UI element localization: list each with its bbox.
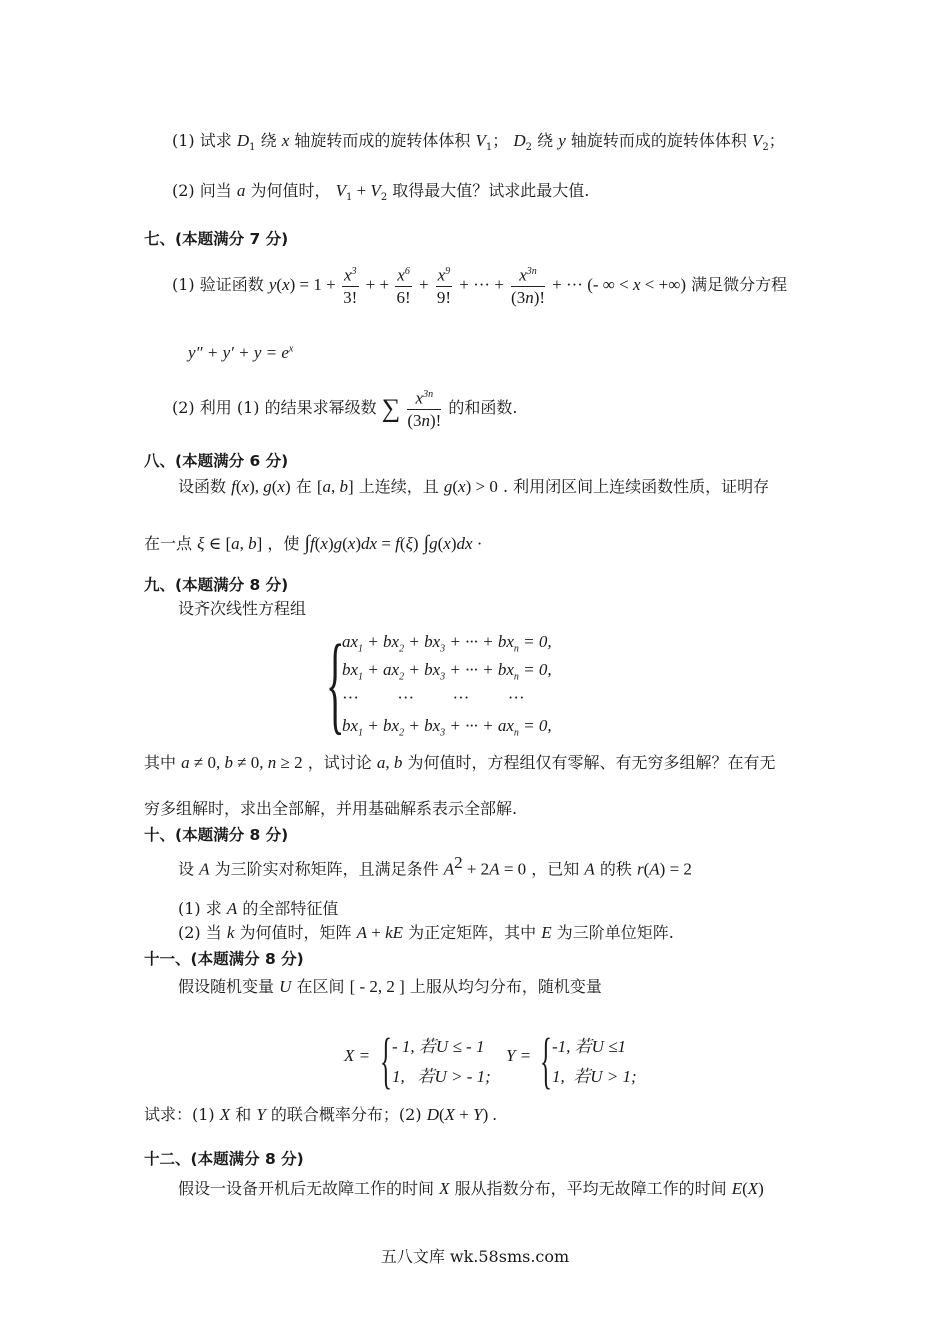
q9-line1: 其中 a ≠ 0, b ≠ 0, n ≥ 2 ，试讨论 a, b 为何值时，方程组仅有零解、有无穷多组解？在有无 (144, 753, 776, 772)
q7-part1: (1) 验证函数 y(x) = 1 + $\frac{x^3}{3!}$ + + $\frac{x^6}{6!}$ + $\frac{x^9}{9!}$ + ··· + $\frac{x^{3n}}{(3n)!}$ + ··· (- ∞ < x < +∞) 满足微分方程 (172, 262, 787, 309)
q11-X-brace: { (380, 1027, 392, 1095)
q10-part2: (2) 当 k 为何值时，矩阵 A + kE 为正定矩阵，其中 E 为三阶单位矩阵. (178, 923, 674, 942)
q8-heading: 八、(本题满分 6 分) (144, 452, 289, 470)
q11-Y-case1: -1, 若U ≤1 (552, 1037, 627, 1056)
q8-line2: 在一点 ξ ∈ [a, b] ，使 ∫f(x)g(x)dx = f(ξ) ∫g(x)dx · (144, 532, 483, 554)
q7-heading: 七、(本题满分 7 分) (144, 230, 289, 248)
q10-line1: 设 A 为三阶实对称矩阵，且满足条件 $A^2 + 2A = 0$ ，已知 A 的秩 r(A) = 2 (178, 853, 692, 879)
q11-ask: 试求：(1) X 和 Y 的联合概率分布；(2) D(X + Y) . (144, 1105, 497, 1124)
q11-Y-case2: 1, 若U > 1; (552, 1067, 637, 1086)
q11-X-case1: - 1, 若U ≤ - 1 (392, 1037, 485, 1056)
q7-part2: (2) 利用 (1) 的结果求幂级数 ∑ $\frac{x^{3n}}{(3n)!}$ 的和函数. (172, 385, 518, 432)
q9-intro: 设齐次线性方程组 (178, 599, 307, 618)
q7-ode: $y'' + y' + y = e^x$ (188, 342, 294, 362)
q9-eq2: $bx_1 + ax_2 + bx_3$ + ··· + $bx_n = 0$, (342, 660, 552, 683)
q11-Y-brace: { (540, 1027, 552, 1095)
q9-heading: 九、(本题满分 8 分) (144, 576, 289, 594)
q11-Y-def-label: Y = (506, 1046, 532, 1065)
q11-heading: 十一、(本题满分 8 分) (144, 950, 304, 968)
page-footer: 五八文库 wk.58sms.com (380, 1247, 570, 1266)
q9-eq-dots: ··· ··· ··· ··· (342, 688, 525, 707)
q6-part1: (1) 试求 $D_1$ 绕 x 轴旋转而成的旋转体体积 $V_1$； $D_2$ 绕 y 轴旋转而成的旋转体体积 $V_2$； (172, 131, 785, 154)
q10-part1: (1) 求 A 的全部特征值 (178, 899, 339, 918)
q12-heading: 十二、(本题满分 8 分) (144, 1150, 304, 1168)
q9-eqn: $bx_1 + bx_2 + bx_3$ + ··· + $ax_n = 0$, (342, 716, 552, 739)
q9-eq1: $ax_1 + bx_2 + bx_3$ + ··· + $bx_n = 0$, (342, 632, 552, 655)
q12-line1: 假设一设备开机后无故障工作的时间 X 服从指数分布，平均无故障工作的时间 E(X) (178, 1179, 764, 1198)
q11-line1: 假设随机变量 U 在区间 [ - 2, 2 ] 上服从均匀分布，随机变量 (178, 977, 602, 996)
q9-system-brace: { (326, 622, 345, 744)
q8-line1: 设函数 f(x), g(x) 在 [a, b] 上连续，且 g(x) > 0 . 利用闭区间上连续函数性质，证明存 (178, 477, 770, 496)
q9-line2: 穷多组解时，求出全部解，并用基础解系表示全部解. (144, 799, 518, 818)
q10-heading: 十、(本题满分 8 分) (144, 826, 289, 844)
q11-X-def-label: X = (344, 1046, 371, 1065)
q6-part2: (2) 问当 a 为何值时， $V_1 + V_2$ 取得最大值？试求此最大值. (172, 181, 590, 204)
q11-X-case2: 1, 若U > - 1; (392, 1067, 491, 1086)
